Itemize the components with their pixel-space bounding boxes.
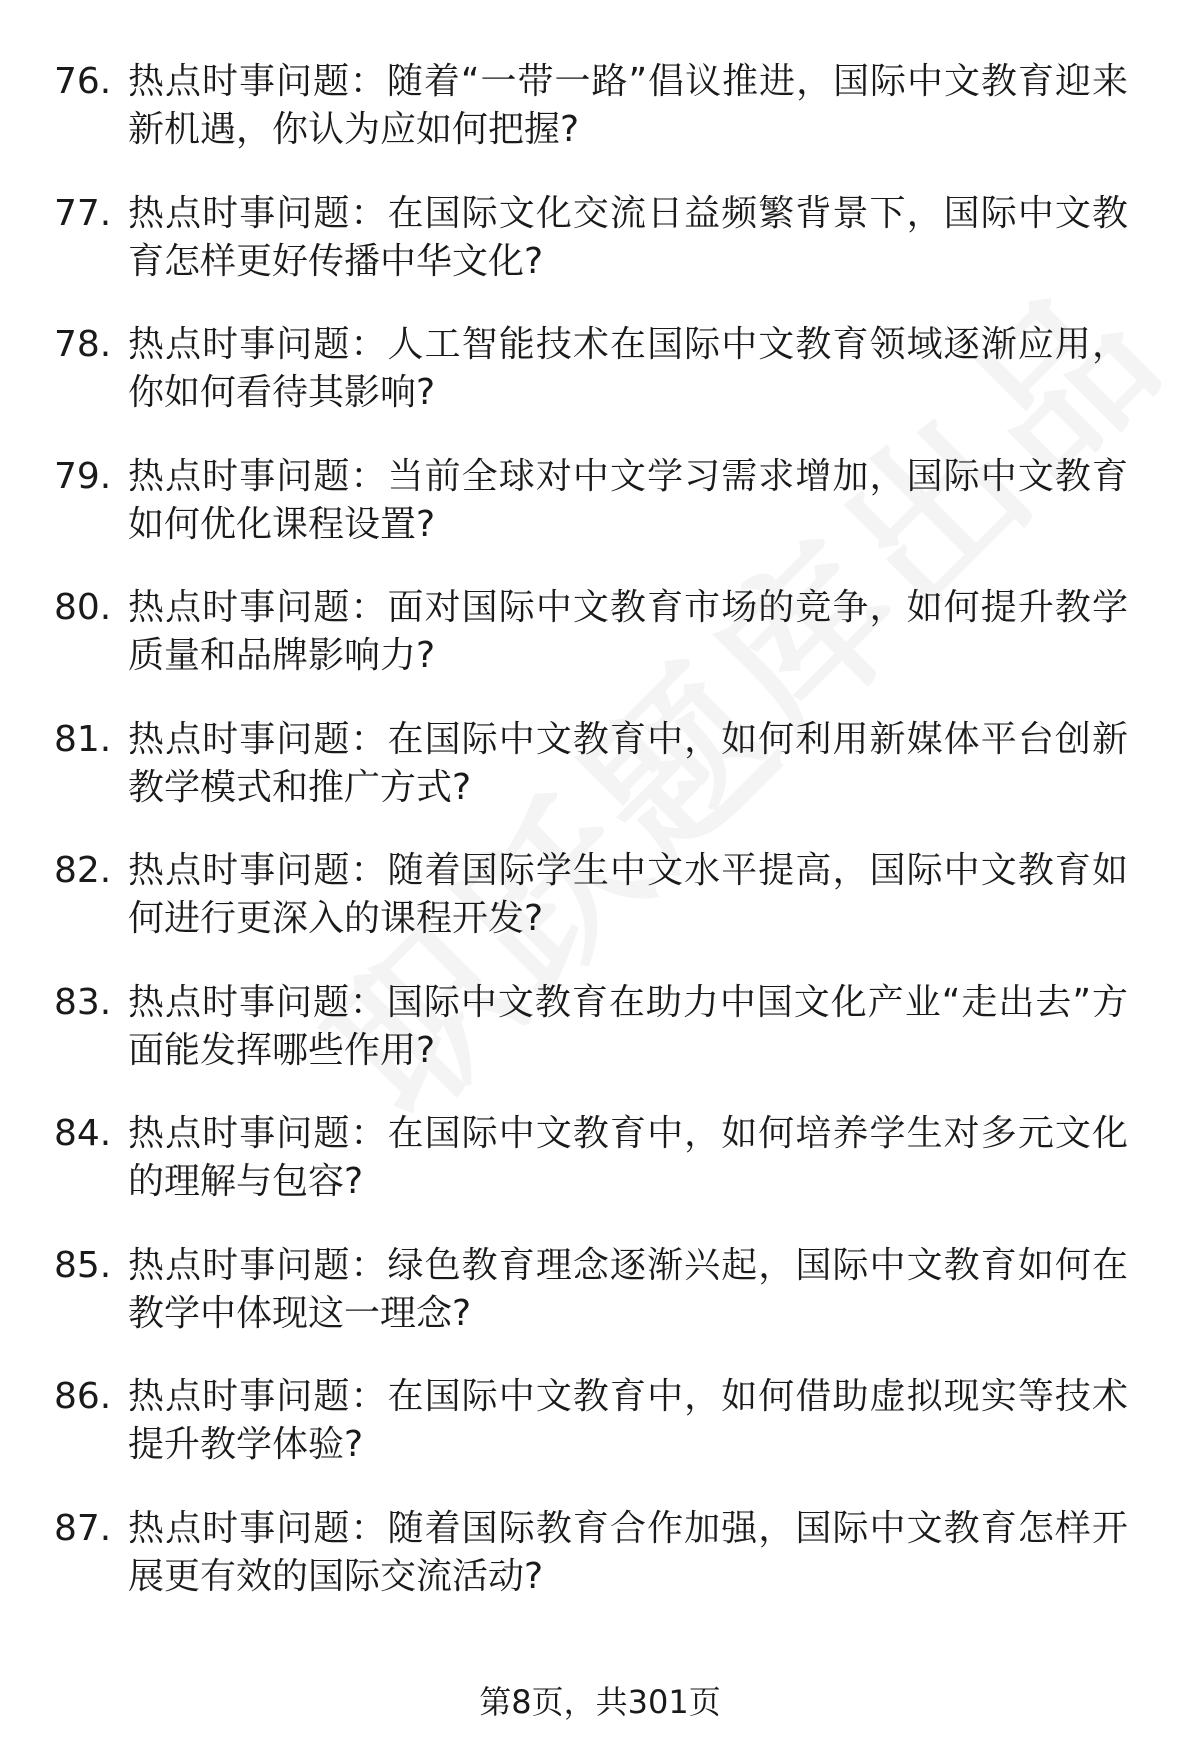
list-item <box>54 584 1154 716</box>
question-text: 热点时事问题：在国际中文教育中，如何借助虚拟现实等技术提升教学体验? <box>128 1376 1128 1465</box>
question-text: 热点时事问题：面对国际中文教育市场的竞争，如何提升教学质量和品牌影响力? <box>128 587 1128 676</box>
question-number: 83. <box>54 981 112 1023</box>
page-number-footer: 第8页，共301页 <box>479 1683 721 1721</box>
question-number: 77. <box>54 192 112 234</box>
question-number: 76. <box>54 61 112 102</box>
question-text: 热点时事问题：人工智能技术在国际中文教育领域逐渐应用，你如何看待其影响? <box>128 324 1128 413</box>
list-item <box>54 1373 1154 1505</box>
question-text: 热点时事问题：在国际中文教育中，如何利用新媒体平台创新教学模式和推广方式? <box>128 718 1128 808</box>
list-item <box>54 453 1154 585</box>
list-item <box>54 716 1154 848</box>
question-text: 热点时事问题：在国际文化交流日益频繁背景下，国际中文教育怎样更好传播中华文化? <box>128 192 1128 282</box>
question-text: 热点时事问题：随着国际教育合作加强，国际中文教育怎样开展更有效的国际交流活动? <box>128 1507 1128 1597</box>
list-item <box>54 1505 1154 1637</box>
question-list <box>54 58 1154 1636</box>
question-number: 86. <box>54 1376 112 1417</box>
list-item <box>54 190 1154 322</box>
list-item <box>54 979 1154 1111</box>
question-text: 热点时事问题：国际中文教育在助力中国文化产业“走出去”方面能发挥哪些作用? <box>128 981 1128 1071</box>
question-text: 热点时事问题：随着国际学生中文水平提高，国际中文教育如何进行更深入的课程开发? <box>128 850 1128 939</box>
question-number: 78. <box>54 324 112 365</box>
question-text: 热点时事问题：随着“一带一路”倡议推进，国际中文教育迎来新机遇，你认为应如何把握? <box>128 61 1128 150</box>
question-number: 79. <box>54 455 112 497</box>
question-text: 热点时事问题：在国际中文教育中，如何培养学生对多元文化的理解与包容? <box>128 1113 1128 1202</box>
list-item <box>54 847 1154 979</box>
question-number: 87. <box>54 1507 112 1549</box>
question-text: 热点时事问题：绿色教育理念逐渐兴起，国际中文教育如何在教学中体现这一理念? <box>128 1244 1128 1334</box>
list-item <box>54 58 1154 190</box>
list-item <box>54 1242 1154 1374</box>
question-text: 热点时事问题：当前全球对中文学习需求增加，国际中文教育如何优化课程设置? <box>128 455 1128 545</box>
question-number: 85. <box>54 1244 112 1286</box>
question-number: 84. <box>54 1113 112 1154</box>
question-number: 80. <box>54 587 112 628</box>
list-item <box>54 321 1154 453</box>
question-number: 81. <box>54 718 112 760</box>
question-number: 82. <box>54 850 112 891</box>
list-item <box>54 1110 1154 1242</box>
